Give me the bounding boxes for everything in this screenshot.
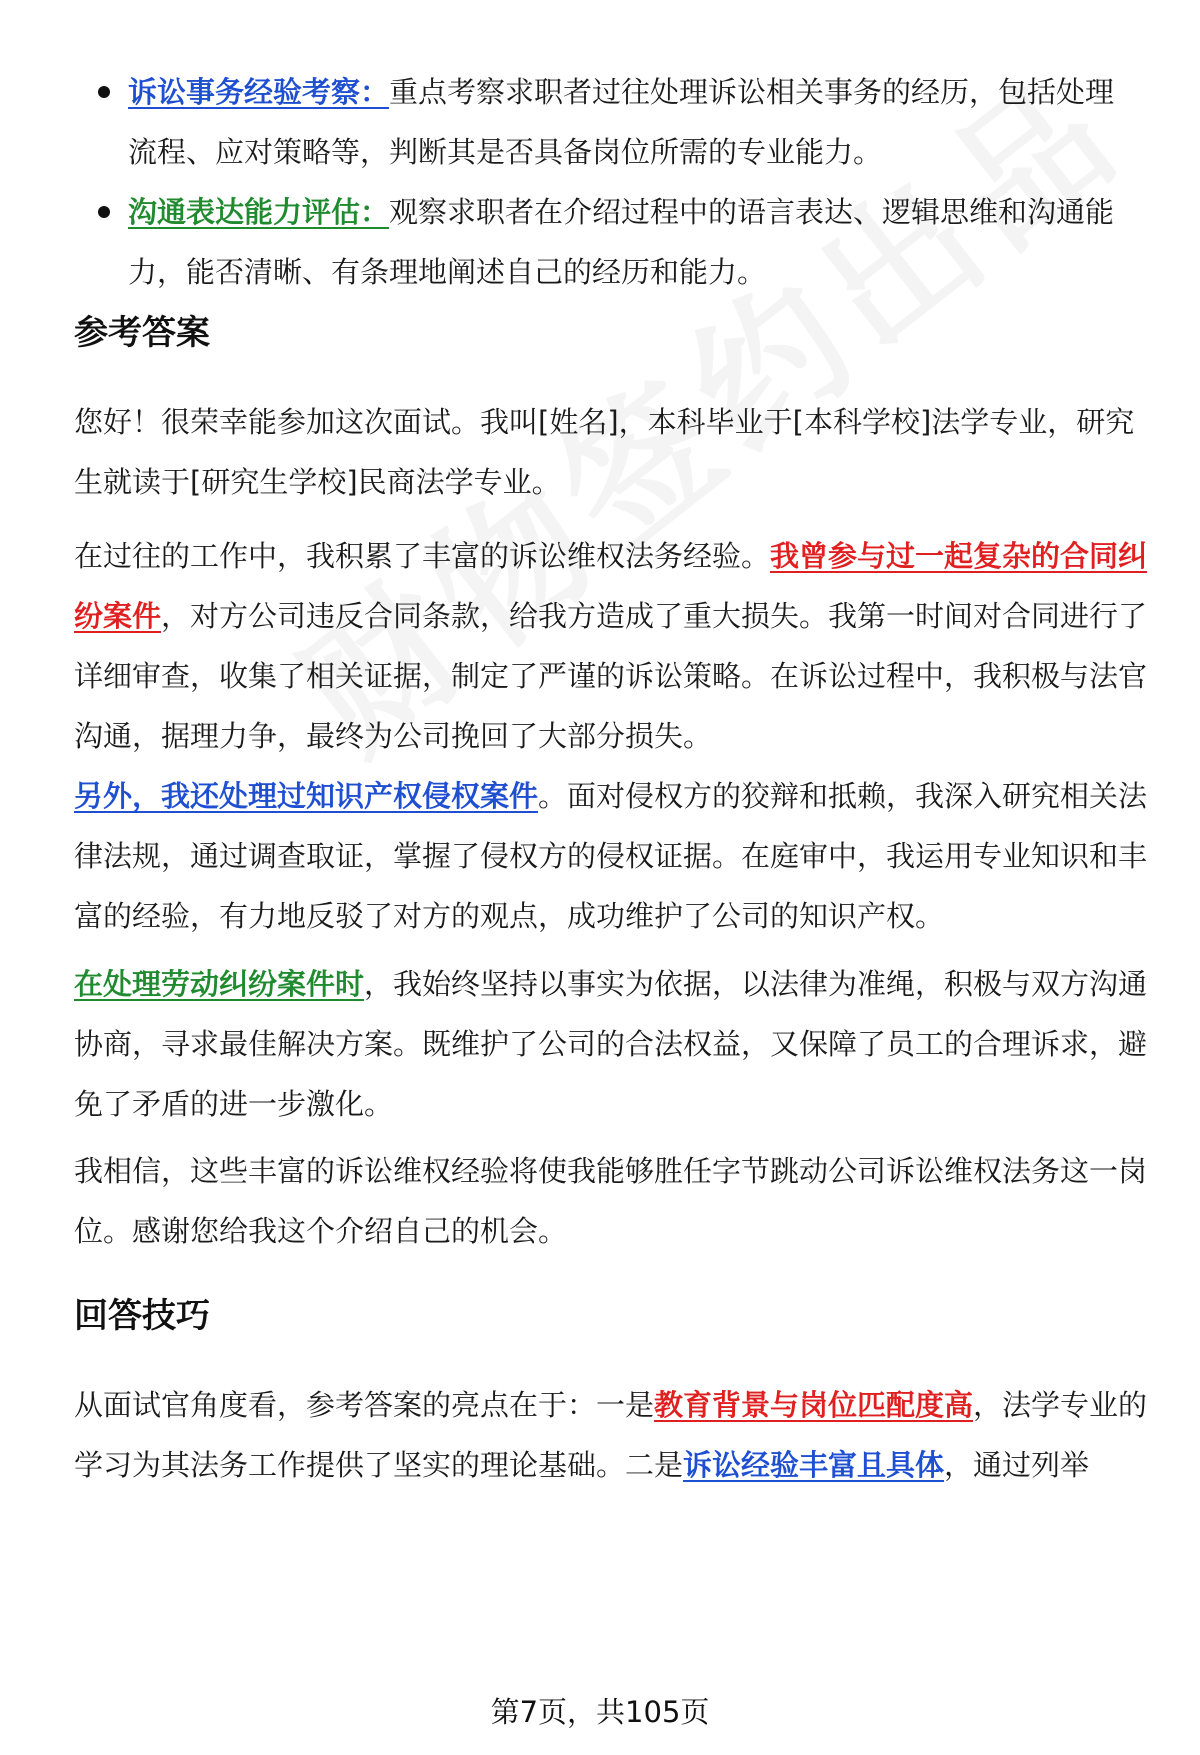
highlight-education-match: 教育背景与岗位匹配度高 xyxy=(654,1388,974,1422)
paragraph-text: ，我始终坚持以事实为依据，以法律为准绳，积极与双方沟通协商，寻求最佳解决方案。既维护了公司的合法权益，又保障了员工的合理诉求，避免了矛盾的进一步激化。 xyxy=(74,967,1148,1121)
highlight-ip-case: 另外，我还处理过知识产权侵权案件 xyxy=(74,779,539,813)
list-item xyxy=(128,182,1143,302)
paragraph-text: 。面对侵权方的狡辩和抵赖，我深入研究相关法律法规，通过调查取证，掌握了侵权方的侵权证据。在庭审中，我运用专业知识和丰富的经验，有力地反驳了对方的观点，成功维护了公司的知识产权。 xyxy=(74,779,1148,933)
list-item-text: 重点考察求职者过往处理诉讼相关事务的经历，包括处理流程、应对策略等，判断其是否具备岗位所需的专业能力。 xyxy=(128,75,1115,169)
section-title-answer-tips: 回答技巧 xyxy=(74,1296,210,1336)
keyword-communication: 沟通表达能力评估： xyxy=(128,195,390,229)
paragraph-text: ，法学专业的学习为其法务工作提供了坚实的理论基础。二是 xyxy=(74,1388,1148,1482)
paragraph-text: ，通过列举 xyxy=(944,1448,1090,1482)
paragraph-text: ，对方公司违反合同条款，给我方造成了重大损失。我第一时间对合同进行了详细审查，收集了相关证据，制定了严谨的诉讼策略。在诉讼过程中，我积极与法官沟通，据理力争，最终为公司挽回了大部分损失。 xyxy=(74,599,1148,753)
paragraph-text: 在过往的工作中，我积累了丰富的诉讼维权法务经验。 xyxy=(74,539,771,573)
page-number: 第7页，共105页 xyxy=(490,1695,710,1729)
paragraph-closing: 我相信，这些丰富的诉讼维权经验将使我能够胜任字节跳动公司诉讼维权法务这一岗位。感谢您给我这个介绍自己的机会。 xyxy=(74,1154,1148,1248)
paragraph-ip-case xyxy=(74,766,1154,946)
paragraph-labor-case xyxy=(74,954,1154,1134)
list-item xyxy=(128,62,1143,182)
keyword-litigation-experience: 诉讼事务经验考察： xyxy=(128,75,390,109)
list-item-text: 观察求职者在介绍过程中的语言表达、逻辑思维和沟通能力，能否清晰、有条理地阐述自己的经历和能力。 xyxy=(128,195,1115,289)
paragraph-text: 从面试官角度看，参考答案的亮点在于：一是 xyxy=(74,1388,655,1422)
criteria-list xyxy=(0,62,1200,302)
highlight-litigation-rich: 诉讼经验丰富且具体 xyxy=(683,1448,945,1482)
bullet-dot-icon xyxy=(98,86,110,98)
section-title-reference-answer: 参考答案 xyxy=(74,313,210,353)
highlight-labor-case: 在处理劳动纠纷案件时 xyxy=(74,967,365,1001)
bullet-dot-icon xyxy=(98,206,110,218)
highlight-contract-case: 我曾参与过一起复杂的合同纠纷案件 xyxy=(74,539,1148,633)
paragraph-contract-case xyxy=(74,526,1154,766)
paragraph-intro: 您好！很荣幸能参加这次面试。我叫[姓名]，本科毕业于[本科学校]法学专业，研究生就读于[研究生学校]民商法学专业。 xyxy=(74,405,1135,499)
paragraph-tips xyxy=(74,1375,1154,1495)
